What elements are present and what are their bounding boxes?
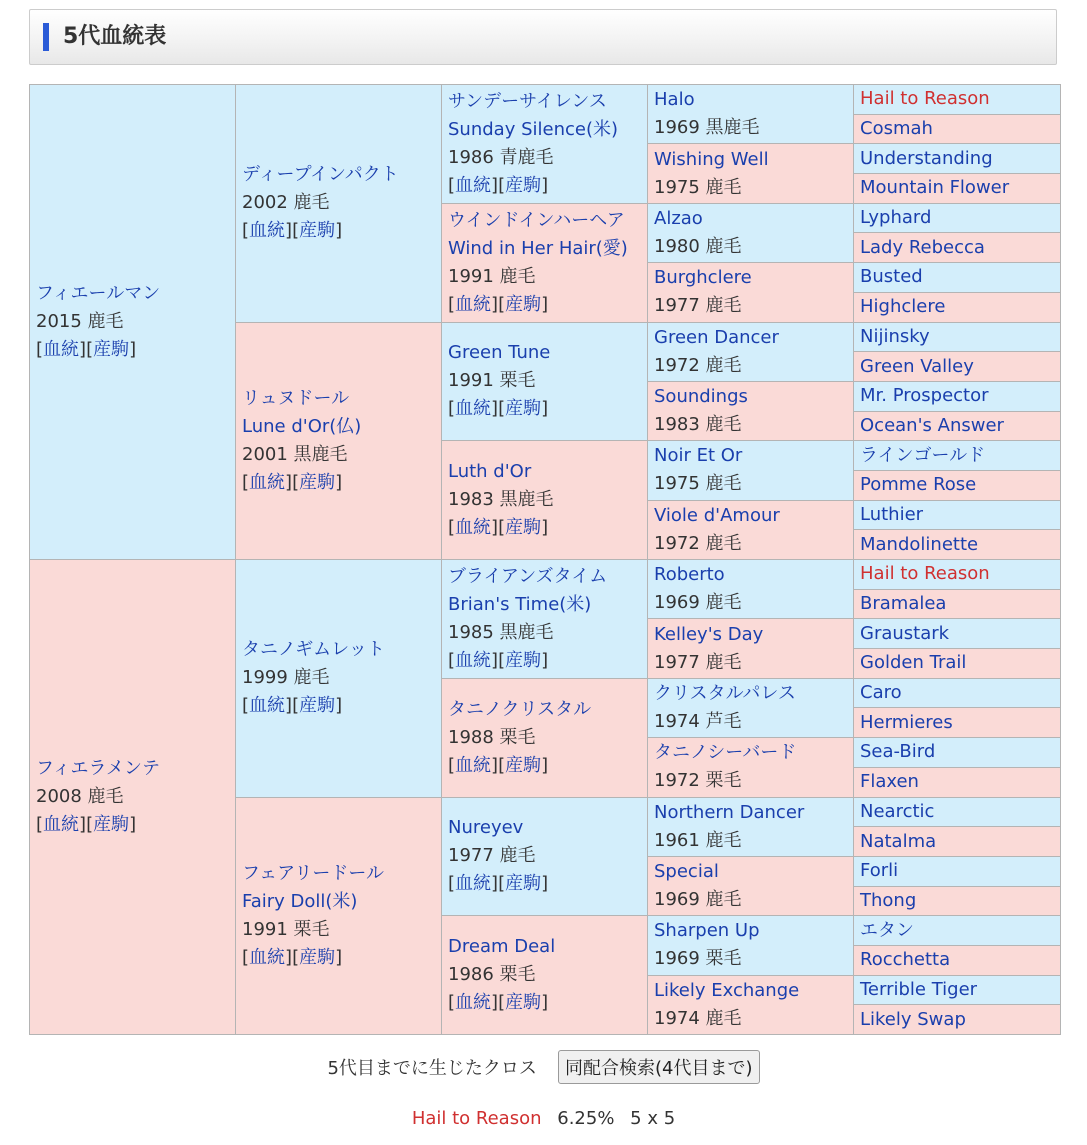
bracket-left: [ <box>36 339 44 360</box>
horse-birth-color: 1969 鹿毛 <box>654 592 742 614</box>
bracket-right: ] <box>541 992 549 1014</box>
pedigree-cell-gen2 <box>236 322 442 560</box>
pedigree-cell-gen5 <box>854 174 1061 204</box>
foals-link[interactable]: 産駒 <box>505 174 542 196</box>
bracket-left: [ <box>86 814 94 835</box>
bracket-left: [ <box>242 220 250 242</box>
pedigree-links <box>36 339 136 360</box>
bracket-left: [ <box>448 398 456 420</box>
pedigree-links-row <box>448 514 641 542</box>
pedigree-cell-gen4 <box>648 678 854 737</box>
bracket-right: ] <box>129 339 137 360</box>
pedigree-cell-gen4 <box>648 322 854 381</box>
horse-name-link[interactable]: Thong <box>860 889 917 911</box>
pedigree-table <box>29 84 1061 1035</box>
section-title: 5代血統表 <box>63 24 167 49</box>
horse-english-name-link[interactable]: Wind in Her Hair(愛) <box>448 237 628 259</box>
horse-birth-color: 1991 栗毛 <box>448 370 536 392</box>
bracket-right: ] <box>335 695 343 717</box>
pedigree-cell-gen4 <box>648 263 854 322</box>
bracket-left: [ <box>498 992 506 1014</box>
horse-name-link[interactable]: Special <box>654 861 719 883</box>
horse-name-link[interactable]: Halo <box>654 89 695 111</box>
bracket-right: ] <box>491 754 499 776</box>
bracket-left: [ <box>36 814 44 835</box>
pedigree-cell-gen3 <box>442 322 648 441</box>
pedigree-cell-gen5 <box>854 530 1061 560</box>
horse-name-link[interactable]: Luthier <box>860 503 924 525</box>
horse-birth-color: 1972 栗毛 <box>654 770 742 792</box>
bracket-left: [ <box>498 174 506 196</box>
bloodline-link[interactable]: 血統 <box>43 339 80 360</box>
horse-name-link[interactable]: Sharpen Up <box>654 920 760 942</box>
pedigree-cell-gen5 <box>854 203 1061 233</box>
pedigree-cell-gen5 <box>854 738 1061 768</box>
horse-birth-color: 2008 鹿毛 <box>36 786 124 807</box>
bracket-left: [ <box>86 339 94 360</box>
horse-name-link[interactable]: タニノシーバード <box>654 742 797 764</box>
foals-link[interactable]: 産駒 <box>299 471 336 493</box>
horse-name-link[interactable]: Natalma <box>860 830 937 852</box>
cross-percent: 6.25% <box>557 1108 615 1129</box>
horse-name-link[interactable]: Soundings <box>654 386 748 408</box>
bracket-right: ] <box>541 174 549 196</box>
foals-link[interactable]: 産駒 <box>299 946 336 968</box>
pedigree-cell-gen5 <box>854 619 1061 649</box>
horse-name-link[interactable]: Roberto <box>654 564 725 586</box>
pedigree-cell-gen4 <box>648 85 854 144</box>
horse-birth-color: 1972 鹿毛 <box>654 354 742 376</box>
pedigree-cell-gen5 <box>854 975 1061 1005</box>
pedigree-cell-gen3 <box>442 678 648 797</box>
bracket-left: [ <box>448 754 456 776</box>
horse-name-link[interactable]: フィエールマン <box>36 283 161 304</box>
bracket-right: ] <box>335 471 343 493</box>
bloodline-link[interactable]: 血統 <box>455 754 492 776</box>
bracket-right: ] <box>541 293 549 315</box>
bracket-right: ] <box>541 398 549 420</box>
bracket-right: ] <box>491 293 499 315</box>
horse-birth-color: 1977 鹿毛 <box>448 845 536 867</box>
foals-link[interactable]: 産駒 <box>93 339 130 360</box>
horse-name-link[interactable]: ディープインパクト <box>242 164 399 186</box>
pedigree-cell-gen5 <box>854 916 1061 946</box>
pedigree-cell-gen5 <box>854 233 1061 263</box>
bracket-right: ] <box>541 873 549 895</box>
horse-name-link[interactable]: Forli <box>860 860 899 882</box>
horse-name-link[interactable]: Viole d'Amour <box>654 504 780 526</box>
pedigree-cell-gen2 <box>236 560 442 798</box>
horse-name-link[interactable]: Sea-Bird <box>860 741 936 763</box>
bracket-right: ] <box>491 517 499 539</box>
bracket-left: [ <box>242 695 250 717</box>
bloodline-link[interactable]: 血統 <box>249 471 286 493</box>
horse-name-link[interactable]: Wishing Well <box>654 148 769 170</box>
horse-birth-color: 1977 鹿毛 <box>654 295 742 317</box>
horse-birth-color: 1986 青鹿毛 <box>448 146 554 168</box>
pedigree-cell-gen5 <box>854 560 1061 590</box>
pedigree-cell-gen5 <box>854 263 1061 293</box>
horse-name-link[interactable]: Mountain Flower <box>860 177 1010 199</box>
pedigree-cell-gen1 <box>30 560 236 1035</box>
pedigree-cell-gen4 <box>648 144 854 203</box>
pedigree-cell-gen2 <box>236 797 442 1035</box>
foals-link[interactable]: 産駒 <box>505 517 542 539</box>
pedigree-links-row <box>448 752 641 780</box>
pedigree-links <box>448 175 548 196</box>
foals-link[interactable]: 産駒 <box>505 873 542 895</box>
pedigree-links-row <box>242 944 435 972</box>
pedigree-cell-gen5 <box>854 945 1061 975</box>
horse-name-link[interactable]: Alzao <box>654 207 703 229</box>
horse-name-link[interactable]: Mr. Prospector <box>860 385 989 407</box>
pedigree-cell-gen4 <box>648 381 854 440</box>
foals-link[interactable]: 産駒 <box>505 754 542 776</box>
pedigree-cell-gen5 <box>854 589 1061 619</box>
pedigree-cell-gen4 <box>648 856 854 915</box>
pedigree-cell-gen3 <box>442 916 648 1035</box>
horse-name-link[interactable]: ラインゴールド <box>860 444 986 466</box>
horse-english-name-link[interactable]: Fairy Doll(米) <box>242 890 358 912</box>
pedigree-cell-gen3 <box>442 203 648 322</box>
pedigree-links-row <box>242 469 435 497</box>
horse-birth-color: 1985 黒鹿毛 <box>448 621 554 643</box>
horse-name-link[interactable]: Pomme Rose <box>860 474 977 496</box>
pedigree-links-row <box>448 647 641 675</box>
horse-name-link[interactable]: Flaxen <box>860 771 919 793</box>
horse-birth-color: 2015 鹿毛 <box>36 311 124 332</box>
pedigree-cell-gen4 <box>648 500 854 559</box>
horse-name-link[interactable]: クリスタルパレス <box>654 682 796 704</box>
bloodline-link[interactable]: 血統 <box>249 946 286 968</box>
horse-name-link[interactable]: ウインドインハーヘア <box>448 209 625 231</box>
horse-birth-color: 1983 鹿毛 <box>654 414 742 436</box>
pedigree-cell-gen3 <box>442 797 648 916</box>
horse-name-link[interactable]: Hail to Reason <box>860 88 990 110</box>
pedigree-cell-gen5 <box>854 500 1061 530</box>
bracket-right: ] <box>541 754 549 776</box>
horse-name-link[interactable]: Hermieres <box>860 711 953 733</box>
bracket-left: [ <box>448 992 456 1014</box>
horse-name-link[interactable]: Terrible Tiger <box>860 978 978 1000</box>
horse-name-link[interactable]: Green Tune <box>448 342 551 364</box>
pedigree-cell-gen5 <box>854 708 1061 738</box>
bracket-right: ] <box>285 220 293 242</box>
pedigree-cell-gen5 <box>854 322 1061 352</box>
horse-english-name-link[interactable]: Brian's Time(米) <box>448 593 592 615</box>
horse-birth-color: 1991 栗毛 <box>242 918 330 940</box>
pedigree-links-row <box>242 217 435 245</box>
horse-name-link[interactable]: Ocean's Answer <box>860 414 1004 436</box>
horse-name-link[interactable]: Burghclere <box>654 267 752 289</box>
horse-birth-color: 1975 鹿毛 <box>654 473 742 495</box>
pedigree-cell-gen4 <box>648 975 854 1034</box>
pedigree-cell-gen4 <box>648 560 854 619</box>
pedigree-cell-gen5 <box>854 441 1061 471</box>
horse-name-link[interactable]: タニノギムレット <box>242 639 385 661</box>
pedigree-cell-gen5 <box>854 886 1061 916</box>
pedigree-cell-gen3 <box>442 560 648 679</box>
horse-birth-color: 1980 鹿毛 <box>654 235 742 257</box>
horse-name-link[interactable]: Graustark <box>860 622 950 644</box>
bracket-left: [ <box>448 174 456 196</box>
horse-name-link[interactable]: Noir Et Or <box>654 445 743 467</box>
horse-birth-color: 2002 鹿毛 <box>242 192 330 214</box>
horse-name-link[interactable]: Busted <box>860 266 923 288</box>
horse-name-link[interactable]: Caro <box>860 682 902 704</box>
horse-birth-color: 1986 栗毛 <box>448 964 536 986</box>
pedigree-cell-gen5 <box>854 678 1061 708</box>
header-accent-bar <box>43 23 49 51</box>
pedigree-row <box>30 85 1061 115</box>
bloodline-link[interactable]: 血統 <box>249 220 286 242</box>
bracket-right: ] <box>285 471 293 493</box>
horse-birth-color: 1969 栗毛 <box>654 948 742 970</box>
horse-name-link[interactable]: Nearctic <box>860 800 935 822</box>
pedigree-links <box>448 650 548 671</box>
horse-birth-color: 1969 黒鹿毛 <box>654 117 760 139</box>
bracket-right: ] <box>129 814 137 835</box>
bracket-left: [ <box>292 471 300 493</box>
cross-generations: 5 x 5 <box>630 1108 676 1129</box>
horse-name-link[interactable]: Likely Exchange <box>654 979 800 1001</box>
horse-name-link[interactable]: フェアリードール <box>242 862 385 884</box>
pedigree-row <box>30 560 1061 590</box>
bracket-left: [ <box>498 873 506 895</box>
horse-birth-color: 1974 芦毛 <box>654 710 742 732</box>
pedigree-cell-gen5 <box>854 144 1061 174</box>
pedigree-links-row <box>448 291 641 319</box>
horse-name-link[interactable]: Mandolinette <box>860 533 979 555</box>
foals-link[interactable]: 産駒 <box>505 992 542 1014</box>
pedigree-cell-gen4 <box>648 916 854 975</box>
horse-birth-color: 1977 鹿毛 <box>654 651 742 673</box>
horse-english-name-link[interactable]: Lune d'Or(仏) <box>242 415 362 437</box>
bracket-left: [ <box>448 873 456 895</box>
bracket-left: [ <box>448 517 456 539</box>
pedigree-links-row <box>36 811 229 839</box>
bracket-left: [ <box>448 293 456 315</box>
pedigree-cell-gen5 <box>854 381 1061 411</box>
bracket-left: [ <box>498 649 506 671</box>
bracket-left: [ <box>242 946 250 968</box>
pedigree-links <box>242 220 342 241</box>
horse-name-link[interactable]: Rocchetta <box>860 949 951 971</box>
horse-birth-color: 1991 鹿毛 <box>448 265 536 287</box>
pedigree-links <box>448 873 548 894</box>
horse-name-link[interactable]: Lady Rebecca <box>860 236 985 258</box>
cross-horse-link[interactable]: Hail to Reason <box>411 1108 542 1129</box>
pedigree-cell-gen5 <box>854 352 1061 382</box>
pedigree-cell-gen4 <box>648 797 854 856</box>
cross-section <box>0 1050 1087 1084</box>
pedigree-links-row <box>448 989 641 1017</box>
foals-link[interactable]: 産駒 <box>93 814 130 835</box>
bracket-left: [ <box>498 293 506 315</box>
horse-name-link[interactable]: Understanding <box>860 147 993 169</box>
pedigree-links <box>448 755 548 776</box>
pedigree-cell-gen5 <box>854 85 1061 115</box>
horse-name-link[interactable]: タニノクリスタル <box>448 698 592 720</box>
section-header <box>29 9 1057 65</box>
pedigree-cell-gen5 <box>854 797 1061 827</box>
bloodline-link[interactable]: 血統 <box>455 174 492 196</box>
pedigree-links-row <box>448 395 641 423</box>
horse-birth-color: 1988 栗毛 <box>448 726 536 748</box>
pedigree-links <box>448 992 548 1013</box>
bracket-left: [ <box>498 754 506 776</box>
bracket-left: [ <box>242 471 250 493</box>
horse-english-name-link[interactable]: Sunday Silence(米) <box>448 118 618 140</box>
horse-name-link[interactable]: エタン <box>860 919 914 941</box>
horse-name-link[interactable]: Green Dancer <box>654 326 779 348</box>
horse-name-link[interactable]: Highclere <box>860 296 946 318</box>
bracket-right: ] <box>285 695 293 717</box>
foals-link[interactable]: 産駒 <box>505 398 542 420</box>
bloodline-link[interactable]: 血統 <box>43 814 80 835</box>
bracket-right: ] <box>285 946 293 968</box>
pedigree-links-row <box>448 870 641 898</box>
foals-link[interactable]: 産駒 <box>505 649 542 671</box>
pedigree-cell-gen3 <box>442 441 648 560</box>
pedigree-cell-gen4 <box>648 738 854 797</box>
horse-name-link[interactable]: リュヌドール <box>242 387 350 409</box>
pedigree-links-row <box>448 172 641 200</box>
horse-birth-color: 1961 鹿毛 <box>654 829 742 851</box>
horse-name-link[interactable]: Green Valley <box>860 355 974 377</box>
horse-name-link[interactable]: Luth d'Or <box>448 461 532 483</box>
horse-name-link[interactable]: ブライアンズタイム <box>448 565 608 587</box>
bracket-right: ] <box>79 814 87 835</box>
bracket-left: [ <box>292 695 300 717</box>
bracket-right: ] <box>541 517 549 539</box>
pedigree-cell-gen5 <box>854 1005 1061 1035</box>
horse-name-link[interactable]: Hail to Reason <box>860 563 990 585</box>
bloodline-link[interactable]: 血統 <box>455 293 492 315</box>
pedigree-links <box>242 695 342 716</box>
horse-name-link[interactable]: Dream Deal <box>448 936 556 958</box>
pedigree-cell-gen5 <box>854 856 1061 886</box>
pedigree-cell-gen5 <box>854 411 1061 441</box>
horse-name-link[interactable]: Kelley's Day <box>654 623 764 645</box>
horse-name-link[interactable]: Nijinsky <box>860 325 930 347</box>
pedigree-links <box>448 398 548 419</box>
foals-link[interactable]: 産駒 <box>505 293 542 315</box>
horse-name-link[interactable]: Lyphard <box>860 207 932 229</box>
pedigree-links <box>36 814 136 835</box>
horse-birth-color: 1975 鹿毛 <box>654 176 742 198</box>
bracket-right: ] <box>335 220 343 242</box>
pedigree-links-row <box>242 692 435 720</box>
pedigree-links <box>242 947 342 968</box>
bloodline-link[interactable]: 血統 <box>455 398 492 420</box>
pedigree-cell-gen2 <box>236 85 442 323</box>
pedigree-cell-gen5 <box>854 827 1061 857</box>
bracket-right: ] <box>335 946 343 968</box>
bracket-right: ] <box>79 339 87 360</box>
bracket-right: ] <box>491 174 499 196</box>
pedigree-cell-gen4 <box>648 203 854 262</box>
horse-name-link[interactable]: Golden Trail <box>860 652 967 674</box>
pedigree-cell-gen5 <box>854 114 1061 144</box>
bracket-left: [ <box>448 649 456 671</box>
pedigree-links <box>242 472 342 493</box>
bloodline-link[interactable]: 血統 <box>249 695 286 717</box>
horse-name-link[interactable]: Northern Dancer <box>654 801 805 823</box>
horse-birth-color: 1974 鹿毛 <box>654 1007 742 1029</box>
bracket-left: [ <box>292 946 300 968</box>
pedigree-cell-gen5 <box>854 292 1061 322</box>
pedigree-cell-gen3 <box>442 85 648 204</box>
horse-name-link[interactable]: サンデーサイレンス <box>448 90 607 112</box>
pedigree-cell-gen4 <box>648 619 854 678</box>
horse-birth-color: 1983 黒鹿毛 <box>448 489 554 511</box>
bloodline-link[interactable]: 血統 <box>455 992 492 1014</box>
bracket-left: [ <box>498 398 506 420</box>
bloodline-link[interactable]: 血統 <box>455 873 492 895</box>
bloodline-link[interactable]: 血統 <box>455 649 492 671</box>
bracket-right: ] <box>491 992 499 1014</box>
horse-birth-color: 1969 鹿毛 <box>654 889 742 911</box>
same-mating-search-button[interactable]: 同配合検索(4代目まで) <box>558 1050 760 1084</box>
pedigree-cell-gen4 <box>648 441 854 500</box>
pedigree-links-row <box>36 336 229 364</box>
horse-name-link[interactable]: フィエラメンテ <box>36 758 161 779</box>
horse-name-link[interactable]: Cosmah <box>860 118 933 140</box>
horse-name-link[interactable]: Nureyev <box>448 817 524 839</box>
foals-link[interactable]: 産駒 <box>299 695 336 717</box>
bracket-left: [ <box>292 220 300 242</box>
pedigree-cell-gen5 <box>854 470 1061 500</box>
bracket-left: [ <box>498 517 506 539</box>
bracket-right: ] <box>491 873 499 895</box>
horse-birth-color: 1972 鹿毛 <box>654 532 742 554</box>
pedigree-links <box>448 294 548 315</box>
horse-name-link[interactable]: Bramalea <box>860 593 947 615</box>
horse-birth-color: 1999 鹿毛 <box>242 667 330 689</box>
foals-link[interactable]: 産駒 <box>299 220 336 242</box>
cross-result <box>0 1108 1087 1129</box>
bracket-right: ] <box>491 398 499 420</box>
bloodline-link[interactable]: 血統 <box>455 517 492 539</box>
bracket-right: ] <box>491 649 499 671</box>
pedigree-links <box>448 517 548 538</box>
horse-name-link[interactable]: Likely Swap <box>860 1008 966 1030</box>
pedigree-cell-gen1 <box>30 85 236 560</box>
horse-birth-color: 2001 黒鹿毛 <box>242 443 348 465</box>
bracket-right: ] <box>541 649 549 671</box>
cross-label: 5代目までに生じたクロス <box>327 1058 537 1079</box>
pedigree-cell-gen5 <box>854 649 1061 679</box>
pedigree-cell-gen5 <box>854 767 1061 797</box>
